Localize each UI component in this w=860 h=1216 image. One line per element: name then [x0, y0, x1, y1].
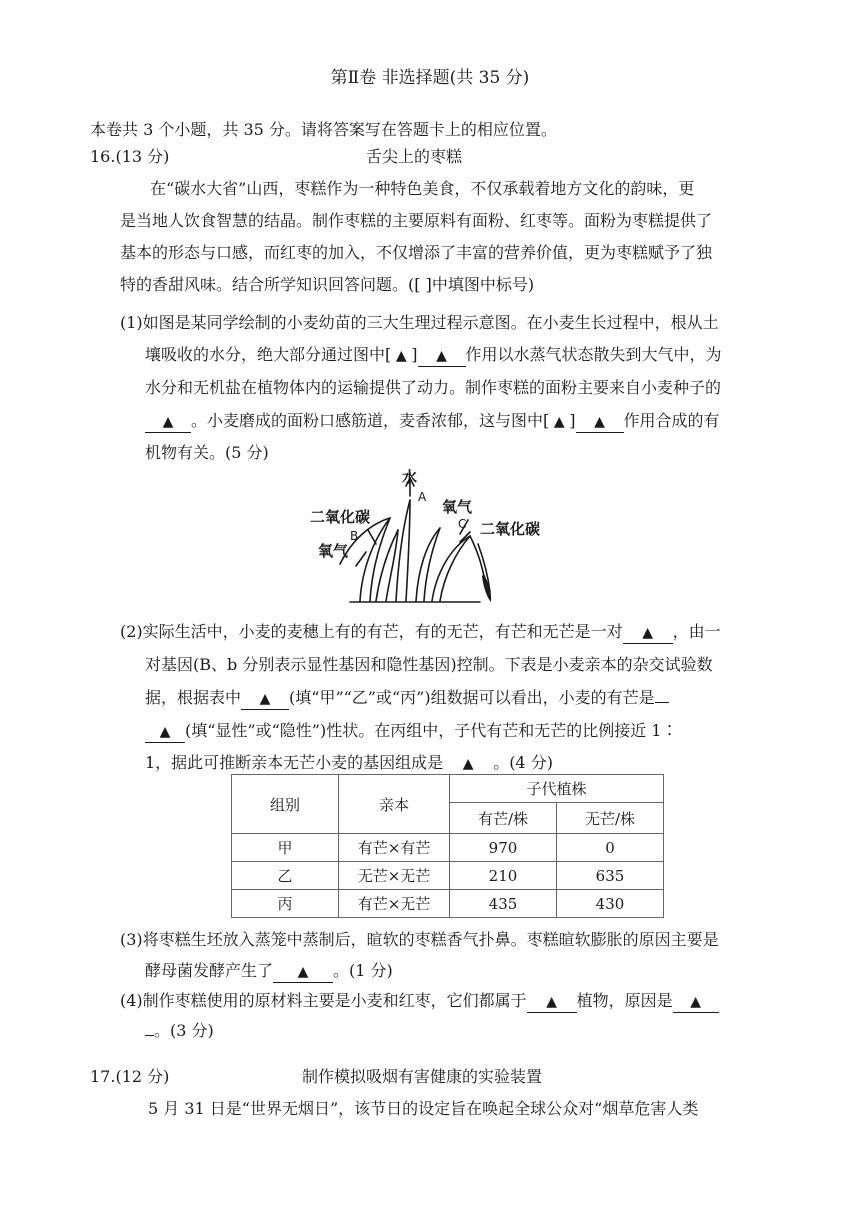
section-intro: 本卷共 3 个小题，共 35 分。请将答案写在答题卡上的相应位置。: [90, 120, 557, 139]
table-cell: 丙: [232, 890, 339, 918]
q16-para-line: 基本的形态与口感，而红枣的加入，不仅增添了丰富的营养价值，更为枣糕赋予了独: [120, 243, 713, 262]
answer-blank[interactable]: ▲: [273, 963, 333, 983]
q17-line1: 5 月 31 日是“世界无烟日”，该节日的设定旨在唤起全球公众对“烟草危害人类: [148, 1099, 699, 1118]
answer-blank[interactable]: ▲: [443, 755, 493, 775]
section-title: 第Ⅱ卷 非选择题(共 35 分): [330, 68, 530, 88]
label-co2-right: 二氧化碳: [480, 520, 541, 538]
q16-p2-line5: 1，据此可推断亲本无芒小麦的基因组成是 ▲ 。(4 分): [145, 752, 553, 775]
leaf: [370, 518, 390, 601]
label-a: A: [418, 490, 427, 504]
q16-p2-line3: 据，根据表中 ▲ (填“甲”“乙”或“丙”)组数据可以看出，小麦的有芒是: [145, 687, 669, 710]
q16-para-line: 在“碳水大省”山西，枣糕作为一种特色美食，不仅承载着地方文化的韵味，更: [150, 179, 695, 198]
q16-p1-line3: 水分和无机盐在植物体内的运输提供了动力。制作枣糕的面粉主要来自小麦种子的: [145, 378, 722, 397]
answer-blank[interactable]: ▲: [241, 690, 289, 710]
answer-blank[interactable]: ▲: [553, 414, 565, 430]
table-header: 亲本: [339, 775, 450, 834]
q16-p3-line1: (3)将枣糕生坯放入蒸笼中蒸制后，暄软的枣糕香气扑鼻。枣糕暄软膨胀的原因主要是: [120, 930, 719, 949]
table-row: [232, 862, 664, 890]
answer-blank[interactable]: ▲: [395, 348, 407, 364]
label-o2-left: 氧气: [318, 542, 349, 560]
q16-p1-line5: 机物有关。(5 分): [145, 443, 269, 462]
table-header: 无芒/株: [557, 803, 664, 834]
q16-p4-line1: (4)制作枣糕使用的原材料主要是小麦和红枣，它们都属于 ▲ 植物，原因是 ▲: [120, 990, 719, 1013]
table-cell: 乙: [232, 862, 339, 890]
label-c: C: [458, 517, 467, 531]
wheat-seedling-diagram: [310, 466, 580, 608]
answer-blank[interactable]: ▲: [527, 993, 577, 1013]
answer-blank[interactable]: ▲: [673, 993, 719, 1013]
label-o2-right: 氧气: [442, 498, 473, 516]
label-co2-left: 二氧化碳: [310, 508, 371, 526]
answer-blank[interactable]: ▲: [145, 723, 185, 743]
answer-blank[interactable]: ▲: [145, 413, 191, 433]
q16-number: 16.(13 分): [90, 147, 170, 166]
table-cell: 970: [450, 834, 557, 862]
leaf: [440, 536, 470, 601]
q16-para-line: 是当地人饮食智慧的结晶。制作枣糕的主要原料有面粉、红枣等。面粉为枣糕提供了: [120, 211, 713, 230]
answer-blank[interactable]: ▲: [576, 413, 624, 433]
q16-p3-line2: 酵母菌发酵产生了 ▲ 。(1 分): [145, 960, 393, 983]
q16-p1-line1: (1)如图是某同学绘制的小麦幼苗的三大生理过程示意图。在小麦生长过程中，根从土: [120, 313, 719, 332]
table-cell: 635: [557, 862, 664, 890]
table-cell: 0: [557, 834, 664, 862]
table-header: 子代植株: [450, 775, 664, 803]
leaf: [376, 530, 398, 601]
q16-p2-line4: ▲ (填“显性”或“隐性”)性状。在丙组中，子代有芒和无芒的比例接近 1∶: [145, 720, 677, 743]
answer-blank[interactable]: ▲: [623, 624, 673, 644]
label-b: B: [350, 529, 359, 543]
q16-p1-line2: 壤吸收的水分，绝大部分通过图中[ ▲ ] ▲ 作用以水蒸气状态散失到大气中，为: [145, 344, 722, 367]
q16-p1-line4: ▲ 。小麦磨成的面粉口感筋道，麦香浓郁，这与图中[ ▲ ] ▲ 作用合成的有: [145, 410, 720, 433]
q16-title: 舌尖上的枣糕: [366, 147, 463, 166]
arrow-o2-left: [356, 552, 366, 566]
table-header: 组别: [232, 775, 339, 834]
q16-p2-line1: (2)实际生活中，小麦的麦穗上有的有芒，有的无芒，有芒和无芒是一对 ▲ ，由一: [120, 621, 721, 644]
table-header: 有芒/株: [450, 803, 557, 834]
table-cell: 435: [450, 890, 557, 918]
q16-para-line: 特的香甜风味。结合所学知识回答问题。([ ]中填图中标号): [120, 275, 535, 294]
table-row: [232, 834, 664, 862]
q16-p4-line2: 。(3 分): [145, 1020, 214, 1042]
table-cell: 无芒×无芒: [339, 862, 450, 890]
table-cell: 有芒×无芒: [339, 890, 450, 918]
q17-title: 制作模拟吸烟有害健康的实验装置: [302, 1067, 543, 1086]
answer-blank[interactable]: [655, 702, 669, 703]
table-cell: 210: [450, 862, 557, 890]
label-water: 水: [402, 468, 418, 486]
q17-number: 17.(12 分): [90, 1067, 170, 1086]
table-cell: 有芒×有芒: [339, 834, 450, 862]
cross-experiment-table: [231, 774, 664, 918]
table-cell: 甲: [232, 834, 339, 862]
answer-blank[interactable]: ▲: [418, 347, 466, 367]
leaf: [432, 536, 470, 601]
table-row: [232, 890, 664, 918]
answer-blank[interactable]: [145, 1035, 154, 1036]
q16-p2-line2: 对基因(B、b 分别表示显性基因和隐性基因)控制。下表是小麦亲本的杂交试验数: [145, 655, 713, 674]
table-cell: 430: [557, 890, 664, 918]
arrow-co2-left: [368, 530, 376, 544]
